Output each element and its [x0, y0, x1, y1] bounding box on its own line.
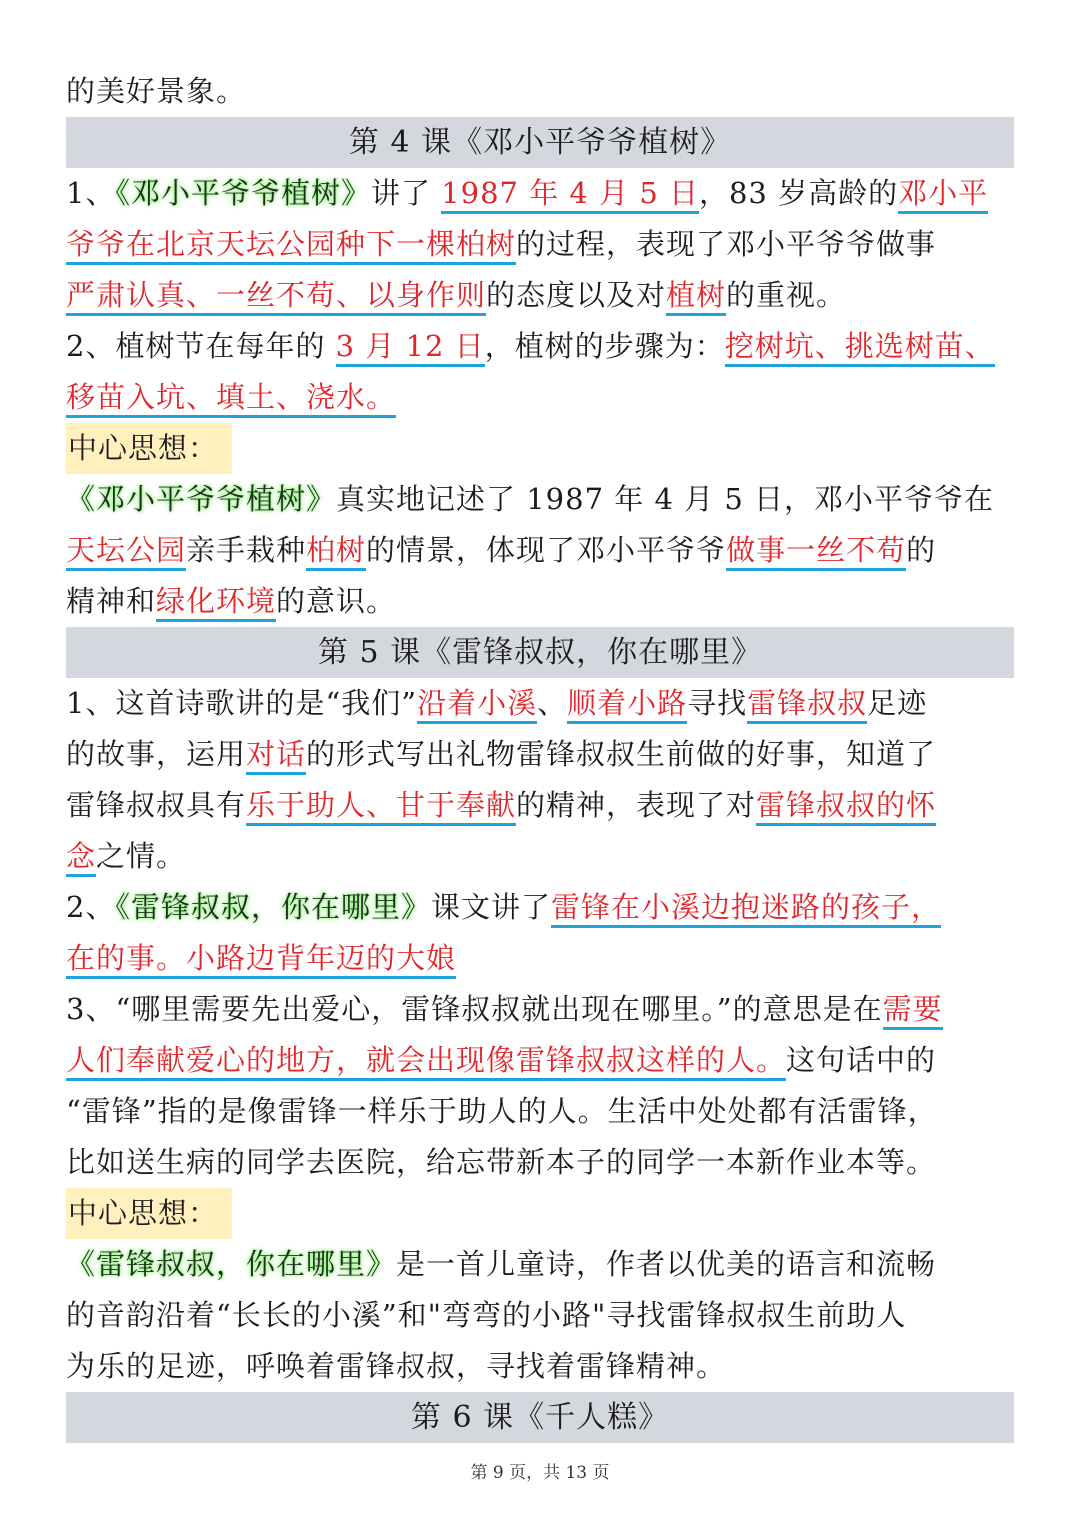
text: 雷锋叔叔具有: [66, 788, 247, 822]
text: 的音韵沿着“长长的小溪”和"弯弯的小路"寻找雷锋叔叔生前助人: [66, 1298, 907, 1332]
highlighted-title: 《雷锋叔叔，你在哪里》: [66, 1247, 397, 1281]
key-point: 3 月 12 日: [336, 329, 485, 367]
summary-label: 中心思想：: [66, 1188, 232, 1239]
text: 、: [537, 686, 568, 720]
text-line: [66, 933, 1014, 984]
key-point: 严肃认真、一丝不苟、以身作则: [66, 278, 486, 316]
key-point: 1987 年 4 月 5 日: [441, 176, 699, 214]
text: 是一首儿童诗，作者以优美的语言和流畅: [396, 1247, 937, 1281]
text: 的美好景象。: [66, 74, 247, 108]
text-line: [66, 525, 1014, 576]
key-point: 移苗入坑、填土、浇水。: [66, 380, 396, 418]
text: ，83 岁高龄的: [698, 176, 899, 210]
text-line: [66, 1137, 1014, 1188]
text: 的态度以及对: [486, 278, 667, 312]
summary-label: 中心思想：: [66, 423, 232, 474]
text: 2、植树节在每年的: [66, 329, 336, 363]
text: 课文讲了: [430, 890, 551, 924]
text: 精神和: [66, 584, 157, 618]
text: 足迹: [867, 686, 928, 720]
key-point: 需要: [883, 992, 943, 1030]
text: 之情。: [96, 839, 187, 873]
text: 的重视。: [726, 278, 847, 312]
text: 的情景，体现了邓小平爷爷: [366, 533, 727, 567]
text-line: [66, 66, 1014, 117]
text: 1、这首诗歌讲的是“我们”: [66, 686, 418, 720]
text-line: [66, 831, 1014, 882]
key-point: 爷爷在北京天坛公园种下一棵柏树: [66, 227, 516, 265]
lesson-heading: 第 6 课《千人糕》: [66, 1392, 1014, 1443]
text-line: [66, 321, 1014, 372]
highlighted-title: 《邓小平爷爷植树》: [115, 176, 371, 210]
text: 2、: [66, 890, 116, 924]
text-line: [66, 168, 1014, 219]
text-line: [66, 780, 1014, 831]
key-point: 柏树: [306, 533, 366, 571]
summary-label-line: [66, 1188, 1014, 1239]
key-point: 邓小平: [898, 176, 988, 214]
text-line: [66, 678, 1014, 729]
key-point: 在的事。小路边背年迈的大娘: [66, 941, 456, 979]
text: 1、: [66, 176, 116, 210]
key-point: 沿着小溪: [417, 686, 537, 724]
key-point: 做事一丝不苟: [726, 533, 906, 571]
text: 3、“哪里需要先出爱心，雷锋叔叔就出现在哪里。”的意思是在: [66, 992, 883, 1026]
key-point: 雷锋叔叔的怀: [756, 788, 936, 826]
lesson-heading: 第 4 课《邓小平爷爷植树》: [66, 117, 1014, 168]
text-line: [66, 270, 1014, 321]
text: 的精神，表现了对: [516, 788, 757, 822]
key-point: 绿化环境: [156, 584, 276, 622]
text-line: [66, 984, 1014, 1035]
highlighted-title: 《邓小平爷爷植树》: [66, 482, 337, 516]
text: 讲了: [370, 176, 442, 210]
text-line: [66, 1290, 1014, 1341]
text: 为乐的足迹，呼唤着雷锋叔叔，寻找着雷锋精神。: [66, 1349, 727, 1383]
text: ，植树的步骤为：: [484, 329, 725, 363]
lesson-heading: 第 5 课《雷锋叔叔，你在哪里》: [66, 627, 1014, 678]
key-point: 人们奉献爱心的地方，就会出现像雷锋叔叔这样的人。: [66, 1043, 786, 1081]
page-content: [66, 66, 1014, 1443]
key-point: 对话: [246, 737, 306, 775]
text: 的: [906, 533, 937, 567]
text: 寻找: [687, 686, 748, 720]
key-point: 顺着小路: [567, 686, 687, 724]
text: “雷锋”指的是像雷锋一样乐于助人的人。生活中处处都有活雷锋，: [66, 1094, 938, 1128]
key-point: 雷锋叔叔: [747, 686, 867, 724]
text: 亲手栽种: [186, 533, 307, 567]
text: 的故事，运用: [66, 737, 247, 771]
text-line: [66, 729, 1014, 780]
text: 的意识。: [276, 584, 397, 618]
text-line: [66, 1086, 1014, 1137]
summary-label-line: [66, 423, 1014, 474]
text-line: [66, 219, 1014, 270]
text-line: [66, 1239, 1014, 1290]
text: 真实地记述了 1987 年 4 月 5 日，邓小平爷爷在: [336, 482, 995, 516]
page-number: 第 9 页，共 13 页: [470, 1463, 610, 1483]
key-point: 念: [66, 839, 96, 877]
text-line: [66, 1341, 1014, 1392]
text-line: [66, 882, 1014, 933]
text: 这句话中的: [786, 1043, 937, 1077]
text-line: [66, 474, 1014, 525]
text: 比如送生病的同学去医院，给忘带新本子的同学一本新作业本等。: [66, 1145, 937, 1179]
key-point: 挖树坑、挑选树苗、: [725, 329, 995, 367]
key-point: 天坛公园: [66, 533, 186, 571]
text: 的形式写出礼物雷锋叔叔生前做的好事，知道了: [306, 737, 937, 771]
key-point: 乐于助人、甘于奉献: [246, 788, 516, 826]
text-line: [66, 372, 1014, 423]
highlighted-title: 《雷锋叔叔，你在哪里》: [115, 890, 431, 924]
key-point: 雷锋在小溪边抱迷路的孩子，: [551, 890, 941, 928]
key-point: 植树: [666, 278, 726, 316]
text: 的过程，表现了邓小平爷爷做事: [516, 227, 937, 261]
text-line: [66, 576, 1014, 627]
text-line: [66, 1035, 1014, 1086]
